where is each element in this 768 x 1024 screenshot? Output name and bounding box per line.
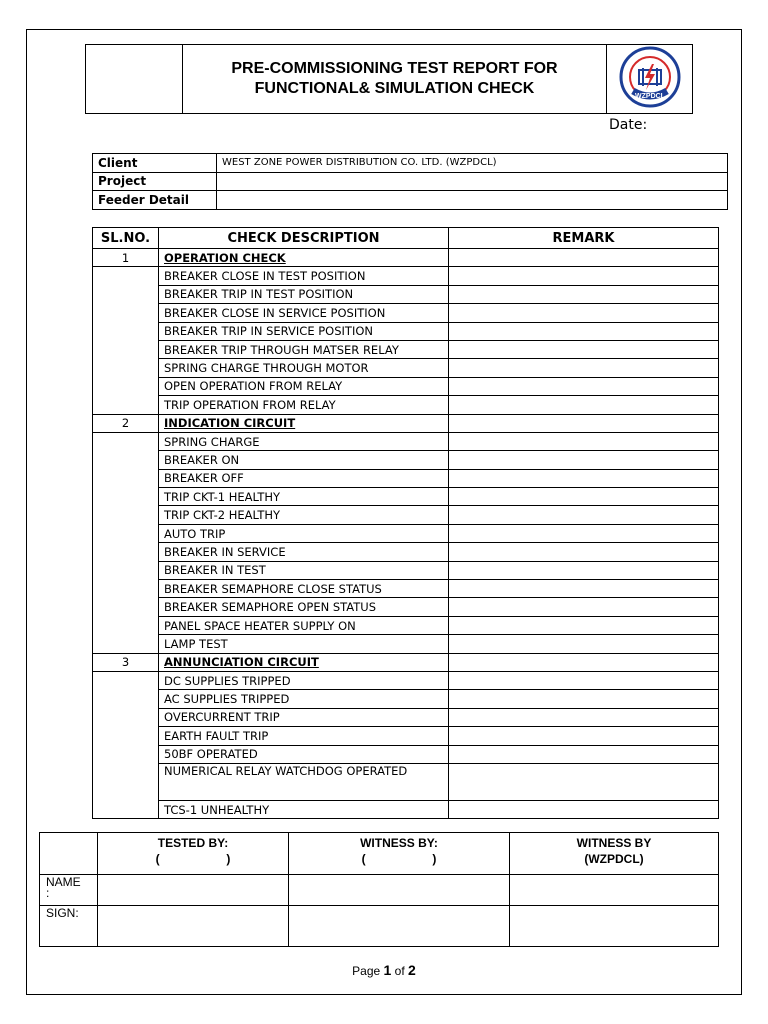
sign-witness-field [289,906,510,947]
witness-wzpdcl-label: WITNESS BY [576,836,652,850]
section-sl-span [93,267,159,414]
check-item-row [93,727,719,745]
remark-cell [449,304,719,322]
feeder-label: Feeder Detail [93,191,217,210]
col-remark: REMARK [449,228,719,249]
remark-cell [449,285,719,303]
name-row [40,875,719,906]
col-check-description: CHECK DESCRIPTION [159,228,449,249]
check-description: DC SUPPLIES TRIPPED [159,671,449,689]
check-item-row [93,304,719,322]
tested-by-label: TESTED BY: [157,836,229,850]
feeder-value [217,191,728,210]
date-label: Date: [609,117,648,133]
section-sl-span [93,432,159,653]
check-description: SPRING CHARGE THROUGH MOTOR [159,359,449,377]
section-row [93,414,719,432]
check-item-row [93,543,719,561]
check-description: 50BF OPERATED [159,745,449,763]
check-description: BREAKER CLOSE IN TEST POSITION [159,267,449,285]
check-item-row [93,340,719,358]
remark-cell [449,616,719,634]
tested-by-cell [98,833,289,875]
check-table [92,227,719,819]
check-description: LAMP TEST [159,635,449,653]
name-label: NAME [46,875,81,889]
section-number: 3 [93,653,159,671]
client-label: Client [93,154,217,173]
remark-cell [449,690,719,708]
check-description: BREAKER SEMAPHORE OPEN STATUS [159,598,449,616]
signoff-corner [40,833,98,875]
check-item-row [93,671,719,689]
section-title: INDICATION CIRCUIT [159,414,449,432]
section-number: 2 [93,414,159,432]
report-title [183,45,607,114]
section-number: 1 [93,249,159,267]
check-item-row [93,616,719,634]
remark-cell [449,432,719,450]
remark-cell [449,414,719,432]
section-sl-span [93,671,159,818]
check-description: BREAKER ON [159,451,449,469]
check-description: BREAKER TRIP IN SERVICE POSITION [159,322,449,340]
check-description: SPRING CHARGE [159,432,449,450]
check-description: AUTO TRIP [159,524,449,542]
check-item-row [93,635,719,653]
remark-cell [449,543,719,561]
check-item-row [93,708,719,726]
check-item-row [93,396,719,414]
check-item-row [93,800,719,818]
remark-cell [449,745,719,763]
check-item-row [93,285,719,303]
remark-cell [449,671,719,689]
check-item-row [93,745,719,763]
check-item-row [93,451,719,469]
remark-cell [449,469,719,487]
check-item-row [93,432,719,450]
project-row [93,172,728,191]
check-description: TCS-1 UNHEALTHY [159,800,449,818]
sign-tested-field [98,906,289,947]
witness-wzpdcl-org: (WZPDCL) [584,852,644,866]
section-row [93,249,719,267]
project-label: Project [93,172,217,191]
witness-by-label: WITNESS BY: [360,836,438,850]
name-colon: : [46,886,50,900]
check-item-row [93,322,719,340]
remark-cell [449,727,719,745]
check-item-row [93,580,719,598]
info-table [92,153,728,210]
sign-wzpdcl-field [510,906,719,947]
check-description: BREAKER IN TEST [159,561,449,579]
logo-cell [607,45,693,114]
remark-cell [449,322,719,340]
remark-cell [449,800,719,818]
name-wzpdcl-field [510,875,719,906]
client-value: WEST ZONE POWER DISTRIBUTION CO. LTD. (WZPDCL) [217,154,728,173]
check-description: BREAKER IN SERVICE [159,543,449,561]
check-description: OPEN OPERATION FROM RELAY [159,377,449,395]
check-description: BREAKER TRIP IN TEST POSITION [159,285,449,303]
col-sl-no: SL.NO. [93,228,159,249]
remark-cell [449,763,719,800]
remark-cell [449,708,719,726]
check-description: TRIP CKT-2 HEALTHY [159,506,449,524]
name-witness-field [289,875,510,906]
remark-cell [449,580,719,598]
check-item-row [93,763,719,800]
check-item-row [93,469,719,487]
check-table-header [93,228,719,249]
name-tested-field [98,875,289,906]
check-description: BREAKER TRIP THROUGH MATSER RELAY [159,340,449,358]
check-description: TRIP OPERATION FROM RELAY [159,396,449,414]
header-blank-cell [86,45,183,114]
check-item-row [93,561,719,579]
remark-cell [449,653,719,671]
check-item-row [93,524,719,542]
check-description: EARTH FAULT TRIP [159,727,449,745]
name-label-cell [40,875,98,906]
check-description: BREAKER SEMAPHORE CLOSE STATUS [159,580,449,598]
check-item-row [93,377,719,395]
check-description: NUMERICAL RELAY WATCHDOG OPERATED [159,763,449,800]
remark-cell [449,359,719,377]
remark-cell [449,340,719,358]
section-title: OPERATION CHECK [159,249,449,267]
wzpdcl-logo [619,46,681,108]
witness-by-paren: ( ) [361,852,437,866]
check-description: OVERCURRENT TRIP [159,708,449,726]
report-header [85,44,693,114]
check-item-row [93,359,719,377]
page-number: 1 [383,962,392,978]
check-description: BREAKER CLOSE IN SERVICE POSITION [159,304,449,322]
check-description: TRIP CKT-1 HEALTHY [159,488,449,506]
check-item-row [93,506,719,524]
check-table-body [93,249,719,819]
check-item-row [93,690,719,708]
check-item-row [93,267,719,285]
title-line-1: PRE-COMMISSIONING TEST REPORT FOR [231,60,558,77]
remark-cell [449,561,719,579]
logo-text: WZPDCL [634,92,665,100]
check-item-row [93,598,719,616]
remark-cell [449,377,719,395]
client-row [93,154,728,173]
remark-cell [449,249,719,267]
remark-cell [449,451,719,469]
project-value [217,172,728,191]
sign-row [40,906,719,947]
sign-label: SIGN: [40,906,98,947]
remark-cell [449,488,719,506]
page-word: Page [352,964,381,978]
of-word: of [394,964,405,978]
check-description: AC SUPPLIES TRIPPED [159,690,449,708]
section-title: ANNUNCIATION CIRCUIT [159,653,449,671]
feeder-row [93,191,728,210]
remark-cell [449,396,719,414]
witness-by-cell [289,833,510,875]
remark-cell [449,524,719,542]
signoff-table [39,832,719,947]
remark-cell [449,506,719,524]
check-item-row [93,488,719,506]
check-description: PANEL SPACE HEATER SUPPLY ON [159,616,449,634]
section-row [93,653,719,671]
remark-cell [449,598,719,616]
tested-by-paren: ( ) [155,852,231,866]
title-line-2: FUNCTIONAL& SIMULATION CHECK [254,80,535,97]
remark-cell [449,267,719,285]
check-description: BREAKER OFF [159,469,449,487]
page-footer [0,962,768,978]
witness-wzpdcl-cell [510,833,719,875]
page-total: 2 [408,962,416,978]
remark-cell [449,635,719,653]
signoff-header-row [40,833,719,875]
